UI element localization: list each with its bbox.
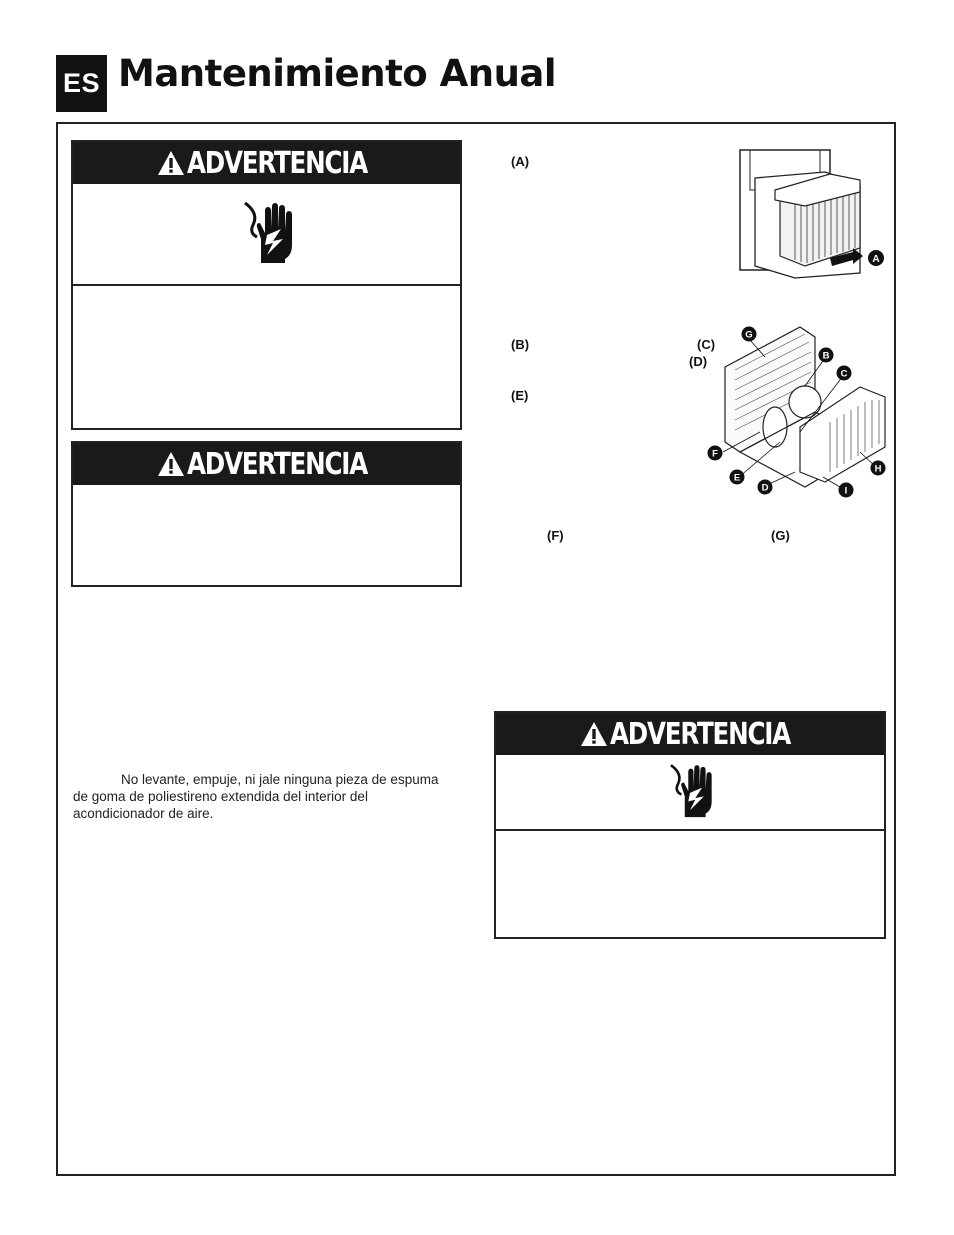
warning-box-electrical-2 xyxy=(494,711,886,939)
electric-shock-hand-icon xyxy=(664,761,716,823)
callout-b-label: B xyxy=(822,350,830,362)
electric-shock-hand-icon xyxy=(237,199,297,269)
ref-d: (D) xyxy=(689,354,708,369)
callout-i-label: I xyxy=(844,485,848,497)
components-illustration xyxy=(705,322,890,502)
warning-header xyxy=(73,142,460,184)
warning-label: ADVERTENCIA xyxy=(610,716,791,752)
warning-box-electrical-1 xyxy=(71,140,462,430)
warning-triangle-icon xyxy=(580,721,608,747)
callout-c-label: C xyxy=(840,368,848,380)
ref-c: (C) xyxy=(697,337,716,352)
language-badge: ES xyxy=(56,55,107,112)
callout-g-label: G xyxy=(745,329,753,341)
callout-f-label: F xyxy=(712,448,718,460)
warning-triangle-icon xyxy=(157,451,185,477)
callout-h-label: H xyxy=(874,463,882,475)
warning-header xyxy=(73,443,460,485)
callout-d-label: D xyxy=(761,482,769,494)
warning-triangle-icon xyxy=(157,150,185,176)
warning-icon-row xyxy=(496,755,884,831)
page-title: Mantenimiento Anual xyxy=(118,52,557,95)
callout-a-label: A xyxy=(872,254,880,265)
warning-label: ADVERTENCIA xyxy=(186,446,367,482)
warning-label: ADVERTENCIA xyxy=(186,145,367,181)
ref-b: (B) xyxy=(511,337,530,352)
warning-header xyxy=(496,713,884,755)
ref-f: (F) xyxy=(547,528,564,543)
foam-note: No levante, empuje, ni jale ninguna pieza de espuma de goma de poliestireno extendida del interior del acondicionador de aire. xyxy=(73,772,439,821)
warning-box-2 xyxy=(71,441,462,587)
ref-a: (A) xyxy=(511,154,530,169)
ref-e: (E) xyxy=(511,388,529,403)
ref-g: (G) xyxy=(771,528,790,543)
unit-removal-illustration xyxy=(735,148,890,283)
warning-icon-row xyxy=(73,184,460,286)
callout-e-label: E xyxy=(733,472,741,484)
